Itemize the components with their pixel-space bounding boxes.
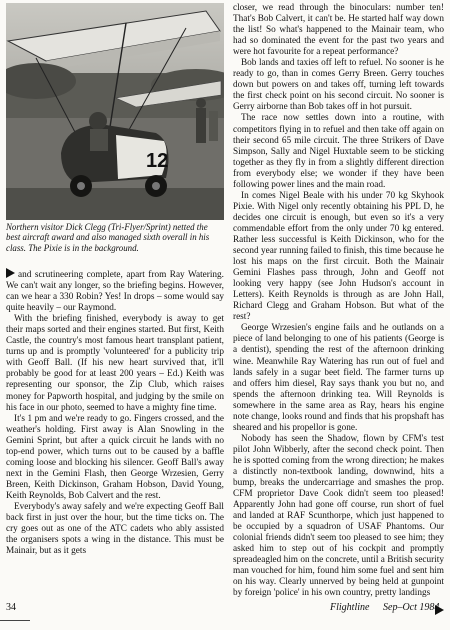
paragraph: The race now settles down into a routine, with competitors flying in to refuel and then take off again on their second 65 mile circuit. The three Strikers of Dave Simpson, Sally and Nigel Huxtable seem to be sticking together as they fly in from a slightly different direction from everybody else; we wonder if they have been following power lines and the main road.: [233, 113, 444, 190]
paragraph: closer, we read through the binoculars: number ten! That's Bob Calvert, it can't be. He started half way down the list! So what's happened to the Mainair team, who had so dominated the event for the past two years and were hot favourite for a repeat performance?: [233, 3, 444, 58]
paragraph: George Wrzesien's engine fails and he outlands on a piece of land belonging to one of his patients (George is a dentist), spending the rest of the afternoon drinking wine. Meanwhile Ray Watering has run out of fuel and lands safely in a sugar beet field. The farmer turns up and offers him diesel, Ray says thank you but no, and spends the afternoon drinking tea. Will Reynolds is somewhere in the same area as Ray, hears his engine note change, looks round and finds that his propshaft has sheared and his propellor is gone.: [233, 323, 444, 433]
page-number: 34: [6, 602, 16, 613]
left-column: [6, 268, 224, 557]
photo-illustration: [6, 3, 224, 220]
continuation-arrow-icon: [6, 268, 15, 278]
paragraph: With the briefing finished, everybody is away to get their maps sorted and their engines started. But first, Keith Castle, the country's most famous heart transplant patient, turns up and is promptly 'volunteered' for a publicity trip with Geoff Ball. (If his new heart survived that, it'll probably be good for at least 200 years – Ed.) Keith was representing our sponsor, the Zip Club, which raises money for Papworth hospital, and judging by the smile on his face in our photo, seemed to have a mighty fine time.: [6, 314, 224, 413]
footer-rule: [0, 620, 30, 621]
paragraph: Bob lands and taxies off left to refuel. No sooner is he ready to go, than in comes Gerry Breen. Gerry touches down but powers on and takes off, turning left towards the first check point on his second circuit. No sooner is Gerry airborne than Bob takes off in hot pursuit.: [233, 58, 444, 113]
paragraph: Nobody has seen the Shadow, flown by CFM's test pilot John Wibberly, after the second check point. Then he is spotted coming from the wrong direction; he makes a distinctly non-textbook landing, downwind, hits a bump, breaks the undercarriage and smashes the prop. CFM proprietor Dave Cook didn't seem too pleased! Apparently John had gone off course, run short of fuel and landed at RAF Scunthorpe, which just happened to be occupied by a squadron of USAF Phantoms. Our colonial friends didn't seem too pleased to see him; they asked him to step out of his cockpit and promptly spreadeagled him on the concrete, until a British security man vouched for him, found him some fuel and sent him on his way. Clearly unnerved by being held at gunpoint by foreign 'police' in his own country, pretty landings: [233, 433, 444, 599]
microlight-photo: [6, 3, 224, 220]
photo-caption: Northern visitor Dick Clegg (Tri-Flyer/Sprint) netted the best aircraft award and also managed sixth overall in his class. The Pixie is in the background.: [6, 222, 210, 253]
race-number: 12: [146, 150, 169, 172]
magazine-name: Flightline: [330, 602, 370, 613]
paragraph: It's 1 pm and we're ready to go. Fingers crossed, and the weather's holding. First away is Alan Snowling in the Gemini Sprint, but after a quick circuit he lands with no top-end power, which turns out to be caused by a baffle coming loose and blocking his silencer. Geoff Ball's away next in the Gemini Flash, then George Wrzesien, Gerry Breen, Keith Dickinson, Graham Hobson, David Young, Keith Reynolds, Bob Calvert and the rest.: [6, 413, 224, 501]
right-column: [233, 3, 444, 600]
issue-date: Sep–Oct 1984: [383, 602, 440, 613]
paragraph: In comes Nigel Beale with his under 70 kg Skyhook Pixie. With Nigel only recently obtaining his PPL D, he decides one circuit is enough, but even so it's a very commendable effort from the only under 70 kg entered. Rather less successful is Keith Dickinson, who for the second year running failed to finish, this time because he lost his maps on the first circuit. Both the Mainair Gemini Flashes pass through, John and Geoff not looking very happy (see John Hudson's account in Letters). Keith Reynolds is through as are John Hall, Richard Clegg and Graham Hobson. But what of the rest?: [233, 190, 444, 323]
paragraph: Everybody's away safely and we're expecting Geoff Ball back first in just over the hour, but the time ticks on. The cry goes out as one of the ATC cadets who ably assisted the organisers spots a wing in the distance. This must be Mainair, but as it gets: [6, 501, 224, 557]
paragraph: and scrutineering complete, apart from Ray Watering. We can't wait any longer, so the briefing begins. However, can we hear a 330 Robin? Yes! In drops – some would say quite heavily – our Raymond.: [6, 270, 224, 314]
